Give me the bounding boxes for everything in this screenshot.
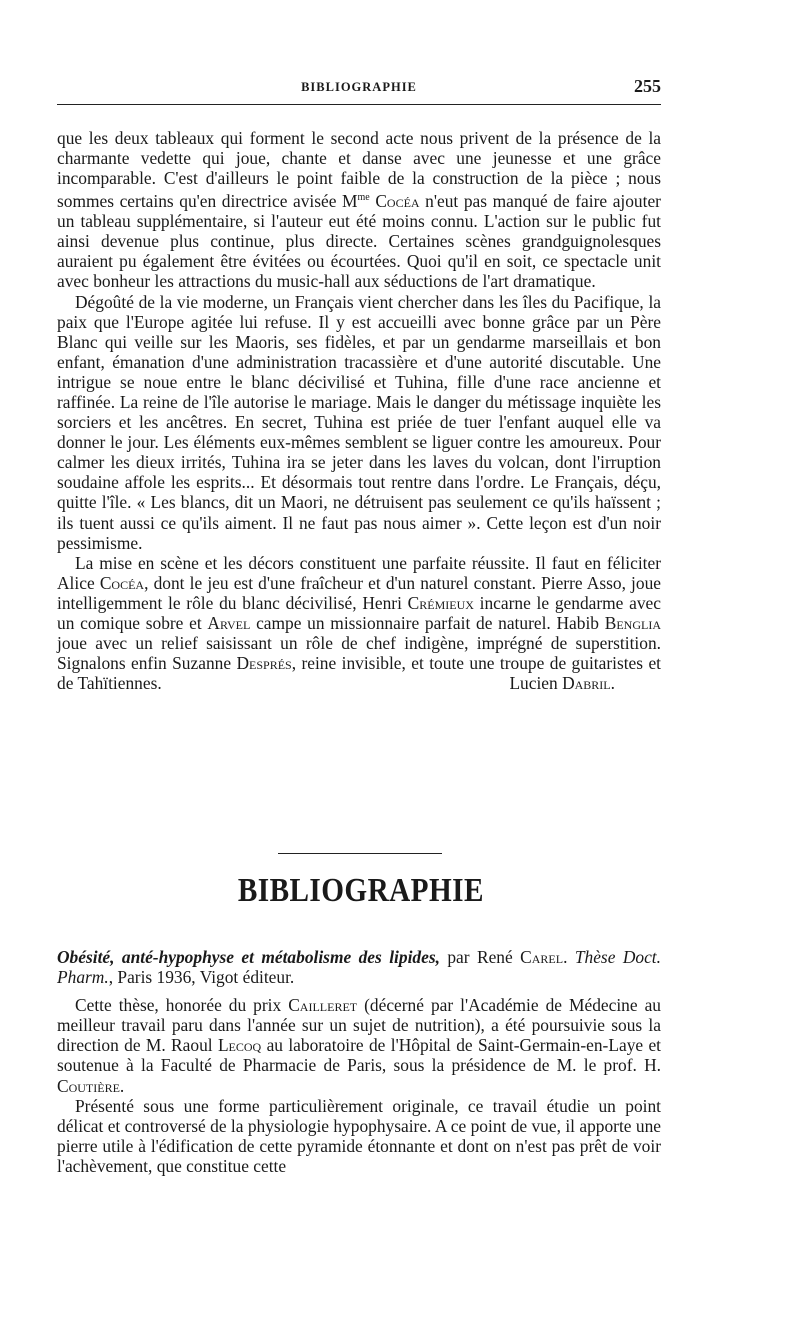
person-name: Arvel (207, 613, 251, 634)
running-header (57, 74, 661, 105)
person-name: Coutière (57, 1075, 120, 1096)
running-title: BIBLIOGRAPHIE (301, 80, 417, 94)
review-paragraph-1 (57, 128, 661, 292)
entry-text: . (119, 1075, 125, 1096)
entry-imprint: , Paris 1936, Vigot éditeur. (108, 967, 295, 988)
review-text: , dont le jeu est d'une fraîcheur et d'un naturel constant. Pierre Asso, joue intelligemment le rôle du blanc décivilisé, Henri (57, 572, 661, 613)
signature-last: Dabril. (562, 673, 615, 694)
review-paragraph-2: Dégoûté de la vie moderne, un Français vient chercher dans les îles du Pacifique, la paix que l'Europe agitée lui refuse. Il y est accueilli avec bonne grâce par un Père Blanc qui veille sur les Maoris, ses fidèles, et par un gendarme marseillais et bon enfant, émanation d'une administration tracassière et d'une autorité discutable. Une intrigue se noue entre le blanc décivilisé et Tuhina, fille d'une race ancienne et raffinée. La reine de l'île autorise le mariage. Mais le danger du métissage inquiète les sorciers et les ancêtres. En secret, Tuhina est priée de tuer l'enfant auquel elle va donner le jour. Les éléments eux-mêmes semblent se liguer contre les amoureux. Pour calmer les dieux irrités, Tuhina ira se jeter dans les laves du volcan, dont l'irruption soudaine affole les esprits... Et désormais tout rentre dans l'ordre. Le Français, déçu, quitte l'île. « Les blancs, dit un Maori, ne détruisent pas seulement ce qu'ils haïssent ; ils tuent aussi ce qu'ils aiment. Il ne faut pas nous aimer ». Cette leçon est d'un noir pessimisme. (57, 291, 661, 553)
review-text: joue avec un relief saisissant un rôle de chef indigène, imprégné de superstition. Signalons enfin Suzanne (57, 633, 661, 674)
review-paragraph-3 (57, 553, 661, 694)
person-name: Lecoq (217, 1035, 262, 1056)
section-title: BIBLIOGRAPHIE (237, 872, 484, 909)
review-text: campe un missionnaire parfait de naturel. Habib (250, 613, 605, 634)
entry-text: Cette thèse, honorée du prix (75, 995, 289, 1016)
review-text: , reine invisible, et toute une troupe de guitaristes et de Tahïtiennes. (57, 653, 661, 694)
person-name: Cocéa (375, 191, 420, 212)
entry-text: (décerné par l'Académie de Médecine au meilleur travail paru dans l'année sur un sujet de nutrition), a été poursuivie sous la direction de M. Raoul (57, 995, 661, 1056)
theatre-review (57, 128, 661, 693)
entry-thesis: Thèse Doct. Pharm. (57, 947, 661, 988)
review-text: La mise en scène et les décors constituent une parfaite réussite. Il faut en féliciter Alice (57, 552, 661, 593)
review-text: n'eut pas manqué de faire ajouter un tableau supplémentaire, si l'auteur eut été moins connu. L'action sur le public fut ainsi devenue plus continue, plus directe. Certaines scènes grandguignolesques auraient pu également être évitées ou écourtées. Quoi qu'il en soit, ce spectacle unit avec bonheur les attractions du music-hall aux séductions de l'art dramatique. (57, 191, 661, 292)
superscript: me (357, 192, 370, 204)
entry-text: au laboratoire de l'Hôpital de Saint-Germain-en-Laye et soutenue à la Faculté de Pharmacie de Paris, sous la présidence de M. le prof. H. (57, 1035, 661, 1076)
bibliography-entry (57, 947, 661, 1176)
page-number: 255 (634, 76, 661, 96)
person-name: Cailleret (288, 995, 358, 1016)
person-name: Crémieux (407, 592, 474, 613)
section-divider (278, 853, 442, 854)
entry-paragraph-2: Présenté sous une forme particulièrement originale, ce travail étudie un point délicat et controversé de la physiologie hypophysaire. A ce point de vue, il apporte une pierre utile à l'édification de cette pyramide étonnante et dont on n'est pas prêt de voir l'achèvement, que constitue cette (57, 1095, 661, 1176)
person-name: Després (236, 653, 292, 674)
person-name: Cocéa (99, 572, 145, 593)
signature-first: Lucien (509, 673, 563, 694)
entry-author: Carel. (520, 947, 568, 967)
entry-by: par René (439, 947, 521, 967)
person-name: Benglia (604, 613, 661, 634)
entry-citation (57, 947, 661, 987)
entry-title: Obésité, anté-hypophyse et métabolisme des lipides, (57, 947, 440, 967)
review-text: incarne le gendarme avec un comique sobre et (57, 592, 661, 634)
review-text: que les deux tableaux qui forment le second acte nous privent de la présence de la charmante vedette qui joue, chante et danse avec une jeunesse et une grâce incomparable. C'est d'ailleurs le point faible de la construction de la pièce ; nous sommes certains qu'en directrice avisée M (57, 128, 661, 212)
entry-paragraph-1 (57, 995, 661, 1095)
author-signature (491, 673, 615, 693)
